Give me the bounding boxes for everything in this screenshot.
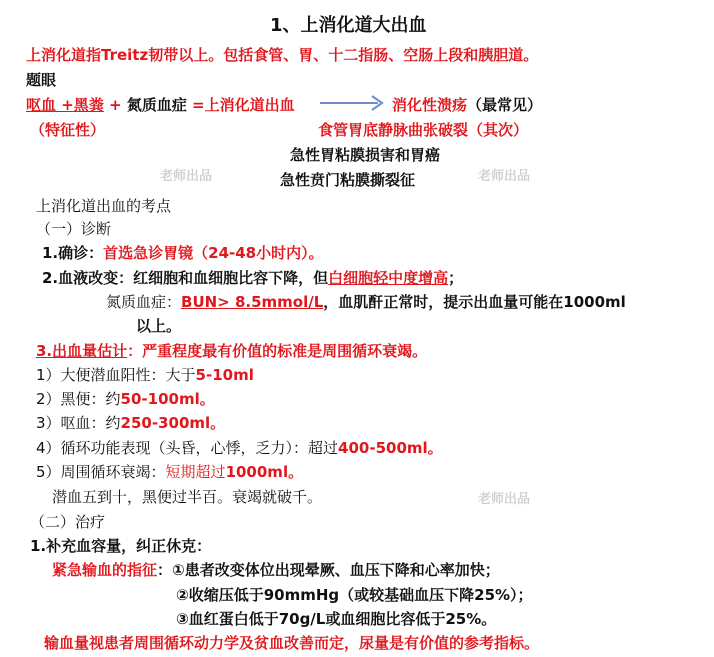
- indication-label: 紧急输血的指征: [52, 561, 158, 579]
- treatment-heading: （二）治疗: [30, 513, 106, 531]
- volume-value: 400-500ml。: [338, 439, 443, 457]
- indication-1: ：①患者改变体位出现晕厥、血压下降和心率加快；: [157, 561, 500, 579]
- volume-item: [36, 365, 254, 385]
- result1-line: [392, 95, 542, 115]
- result4-text: 急性贲门粘膜撕裂征: [280, 171, 416, 189]
- treatment-note: 输血量视患者周围循环动力学及贫血改善而定，尿量是有价值的参考指标。: [44, 634, 540, 652]
- result3-text: 急性胃粘膜损害和胃癌: [290, 146, 441, 164]
- volume-value: 50-100ml。: [120, 390, 215, 408]
- definition-text: 上消化道指Treitz韧带以上。包括食管、胃、十二指肠、空肠上段和胰胆道。: [26, 46, 539, 64]
- volume-item: [36, 413, 225, 433]
- volume-red: 短期超过: [165, 463, 226, 481]
- volume-value: 1000ml。: [225, 463, 304, 481]
- bun-value: BUN> 8.5mmol/L: [181, 293, 324, 311]
- treatment-item1: 1.补充血容量，纠正休克：: [30, 537, 212, 555]
- volume-item: [36, 438, 443, 458]
- volume-label: 2）黑便：约: [36, 390, 121, 408]
- volume-label: 1）大便潜血阳性：大于: [36, 366, 196, 384]
- volume-item: [36, 462, 303, 482]
- triad-part3: 上消化道出血: [204, 96, 295, 114]
- diag-item3-label: 3.出血量估计: [36, 342, 128, 360]
- triad-plus: +: [103, 96, 127, 114]
- indication-2: ②收缩压低于90mmHg（或较基础血压下降25%）；: [176, 586, 533, 604]
- diag-item2: [42, 268, 463, 288]
- triad-eq: =: [186, 96, 205, 114]
- volume-value: 250-300ml。: [120, 414, 226, 432]
- diag-item1: [42, 243, 324, 263]
- volume-item: [36, 389, 215, 409]
- diag-item2-end: ；: [448, 269, 464, 287]
- watermark: 老师出品: [478, 492, 531, 507]
- watermark: 老师出品: [160, 169, 213, 184]
- bun-rest2: 以上。: [136, 317, 182, 335]
- bun-rest: ，血肌酐正常时，提示出血量可能在1000ml: [323, 293, 626, 311]
- diag-item3-rest: ：严重程度最有价值的标准是周围循环衰竭。: [127, 342, 428, 360]
- volume-value: 5-10ml: [195, 366, 254, 384]
- watermark: 老师出品: [478, 169, 531, 184]
- volume-label: 5）周围循环衰竭：: [36, 463, 166, 481]
- result2-text: 食管胃底静脉曲张破裂（其次）: [318, 121, 529, 139]
- result1-note: （最常见）: [467, 96, 543, 114]
- volume-label: 4）循环功能表现（头昏，心悸，乏力）：超过: [36, 439, 339, 457]
- bun-label: 氮质血症：: [106, 293, 182, 311]
- arrow-right-icon: [318, 94, 388, 112]
- diag-item1-value: 首选急诊胃镜（24-48小时内）。: [103, 244, 324, 262]
- indication-3: ③血红蛋白低于70g/L或血细胞比容低于25%。: [176, 610, 497, 628]
- volume-label: 3）呕血：约: [36, 414, 121, 432]
- tiyan-label: 题眼: [26, 71, 57, 89]
- page-title: 1、上消化道大出血: [270, 15, 427, 36]
- triad-part2: 氮质血症: [126, 96, 187, 114]
- indication-line1: [52, 560, 500, 580]
- diag-item3: [36, 341, 427, 361]
- triad-line: [26, 95, 295, 115]
- bun-line: [106, 292, 626, 312]
- diag-item2-label: 2.血液改变：红细胞和血细胞比容下降，但: [42, 269, 329, 287]
- diag-item2-red: 白细胞轻中度增高: [328, 269, 449, 287]
- diagnosis-heading: （一）诊断: [36, 220, 112, 238]
- diag-item1-label: 1.确诊：: [42, 244, 104, 262]
- triad-part1: 呕血 +黑粪: [26, 96, 104, 114]
- exam-points-heading: 上消化道出血的考点: [36, 197, 172, 215]
- result1-text: 消化性溃疡: [392, 96, 468, 114]
- mnemonic-text: 潜血五到十，黑便过半百。衰竭就破千。: [52, 488, 323, 506]
- feature-label: （特征性）: [30, 121, 106, 139]
